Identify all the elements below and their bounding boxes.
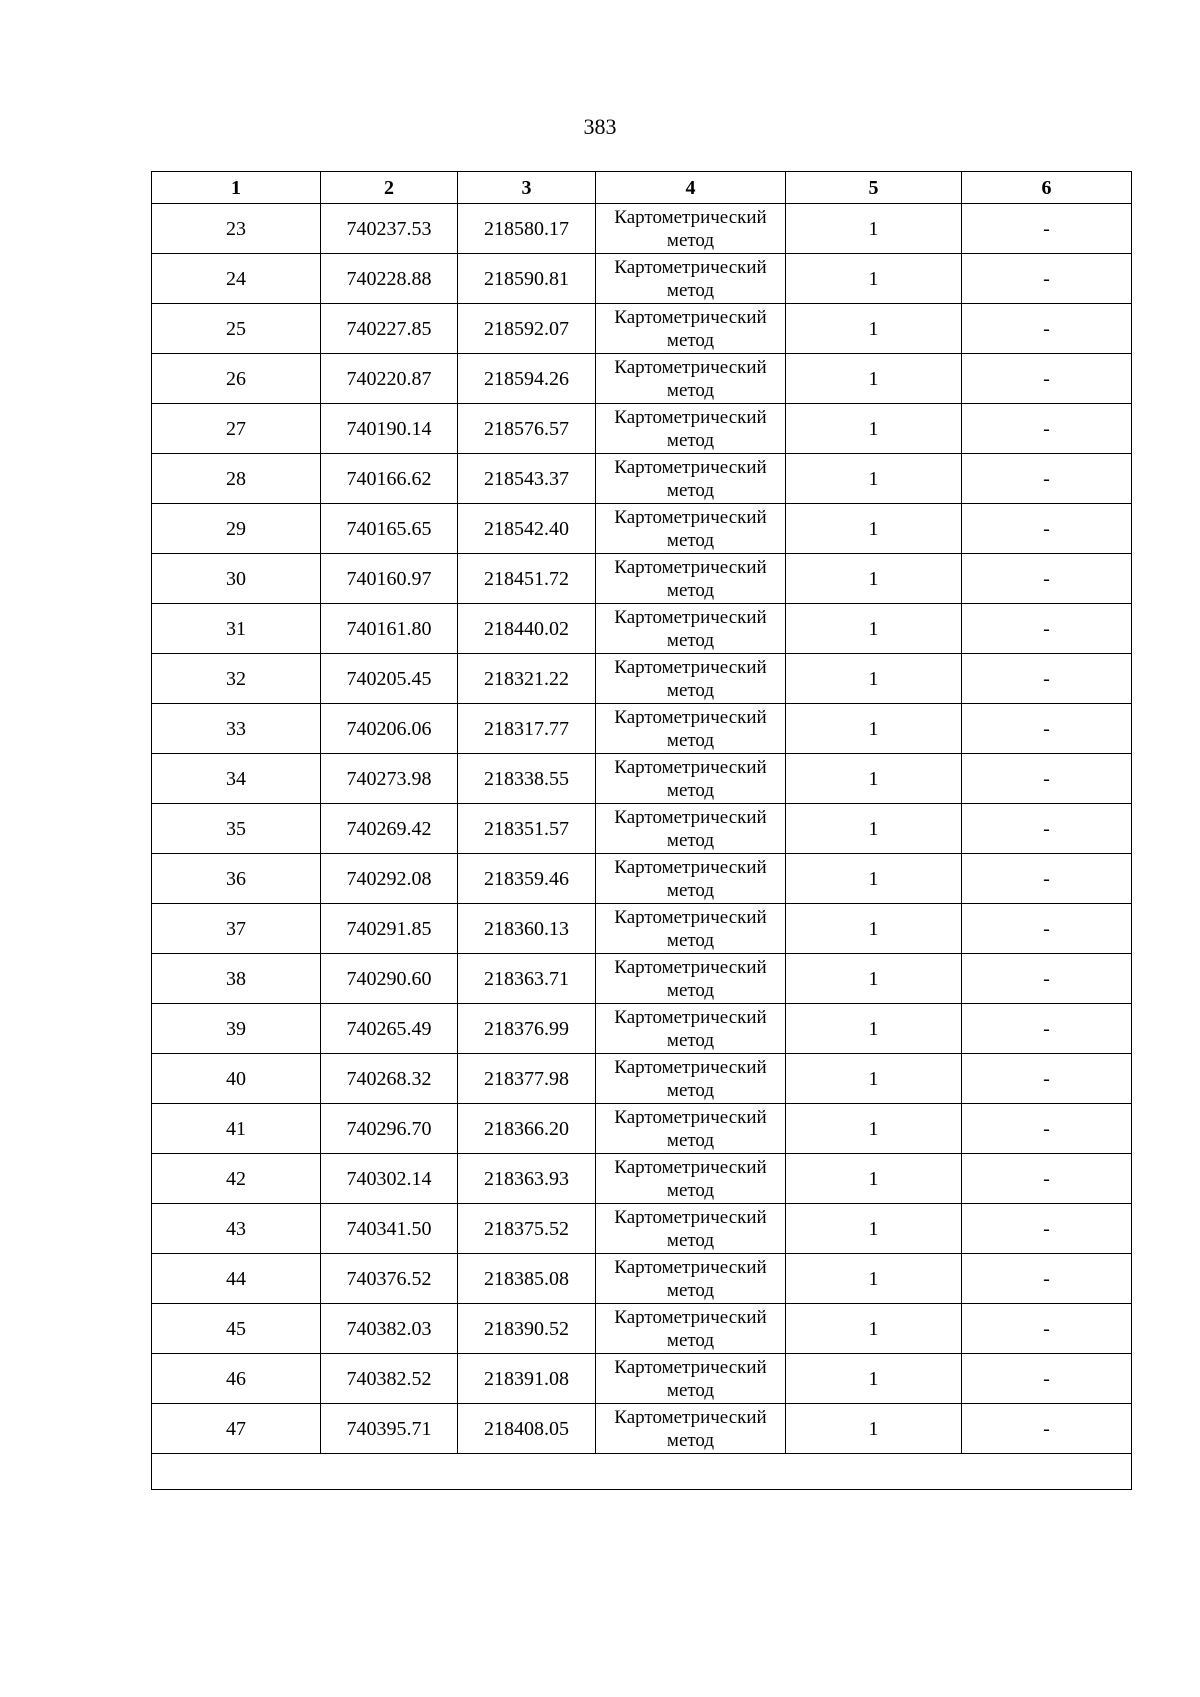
method-line-1: Картометрический <box>614 1156 767 1178</box>
method-line-2: метод <box>666 729 715 751</box>
column-5-cell: 1 <box>786 504 962 554</box>
method-line-2: метод <box>666 1179 715 1201</box>
point-number-cell: 44 <box>152 1254 321 1304</box>
method-line-1: Картометрический <box>614 1406 767 1428</box>
empty-footer-cell <box>152 1454 1132 1490</box>
method-line-2: метод <box>666 1029 715 1051</box>
method-line-2: метод <box>666 529 715 551</box>
column-6-cell: - <box>962 1054 1132 1104</box>
y-coordinate-cell: 218543.37 <box>458 454 596 504</box>
table-row <box>152 604 1132 654</box>
point-number-cell: 36 <box>152 854 321 904</box>
y-coordinate-cell: 218580.17 <box>458 204 596 254</box>
method-line-1: Картометрический <box>614 1056 767 1078</box>
method-cell <box>596 354 786 404</box>
column-5-cell: 1 <box>786 1104 962 1154</box>
table-row <box>152 804 1132 854</box>
point-number-cell: 40 <box>152 1054 321 1104</box>
column-6-cell: - <box>962 854 1132 904</box>
method-cell <box>596 1154 786 1204</box>
table-row <box>152 1154 1132 1204</box>
column-5-cell: 1 <box>786 1054 962 1104</box>
point-number-cell: 24 <box>152 254 321 304</box>
method-cell <box>596 1104 786 1154</box>
x-coordinate-cell: 740220.87 <box>321 354 458 404</box>
column-5-cell: 1 <box>786 704 962 754</box>
x-coordinate-cell: 740376.52 <box>321 1254 458 1304</box>
method-cell <box>596 1004 786 1054</box>
point-number-cell: 26 <box>152 354 321 404</box>
column-5-cell: 1 <box>786 904 962 954</box>
column-6-cell: - <box>962 204 1132 254</box>
column-header-2: 2 <box>321 172 458 204</box>
x-coordinate-cell: 740296.70 <box>321 1104 458 1154</box>
y-coordinate-cell: 218408.05 <box>458 1404 596 1454</box>
method-cell <box>596 854 786 904</box>
method-line-2: метод <box>666 1329 715 1351</box>
method-cell <box>596 454 786 504</box>
point-number-cell: 46 <box>152 1354 321 1404</box>
point-number-cell: 39 <box>152 1004 321 1054</box>
x-coordinate-cell: 740273.98 <box>321 754 458 804</box>
column-6-cell: - <box>962 1004 1132 1054</box>
point-number-cell: 42 <box>152 1154 321 1204</box>
y-coordinate-cell: 218440.02 <box>458 604 596 654</box>
column-5-cell: 1 <box>786 954 962 1004</box>
column-6-cell: - <box>962 904 1132 954</box>
table-row <box>152 1304 1132 1354</box>
x-coordinate-cell: 740228.88 <box>321 254 458 304</box>
method-cell <box>596 1354 786 1404</box>
y-coordinate-cell: 218391.08 <box>458 1354 596 1404</box>
column-5-cell: 1 <box>786 554 962 604</box>
method-cell <box>596 604 786 654</box>
point-number-cell: 28 <box>152 454 321 504</box>
method-line-2: метод <box>666 979 715 1001</box>
column-6-cell: - <box>962 604 1132 654</box>
method-cell <box>596 704 786 754</box>
column-5-cell: 1 <box>786 654 962 704</box>
table-row <box>152 1004 1132 1054</box>
column-5-cell: 1 <box>786 304 962 354</box>
table-row <box>152 704 1132 754</box>
y-coordinate-cell: 218338.55 <box>458 754 596 804</box>
method-cell <box>596 954 786 1004</box>
table-row <box>152 554 1132 604</box>
table-row <box>152 404 1132 454</box>
method-line-2: метод <box>666 679 715 701</box>
y-coordinate-cell: 218390.52 <box>458 1304 596 1354</box>
method-line-2: метод <box>666 1129 715 1151</box>
point-number-cell: 45 <box>152 1304 321 1354</box>
y-coordinate-cell: 218351.57 <box>458 804 596 854</box>
method-cell <box>596 404 786 454</box>
y-coordinate-cell: 218363.93 <box>458 1154 596 1204</box>
method-cell <box>596 904 786 954</box>
table-row <box>152 654 1132 704</box>
column-6-cell: - <box>962 404 1132 454</box>
column-6-cell: - <box>962 654 1132 704</box>
x-coordinate-cell: 740395.71 <box>321 1404 458 1454</box>
method-line-2: метод <box>666 329 715 351</box>
x-coordinate-cell: 740237.53 <box>321 204 458 254</box>
table-row <box>152 354 1132 404</box>
method-line-1: Картометрический <box>614 1106 767 1128</box>
x-coordinate-cell: 740302.14 <box>321 1154 458 1204</box>
column-5-cell: 1 <box>786 454 962 504</box>
column-6-cell: - <box>962 754 1132 804</box>
column-6-cell: - <box>962 954 1132 1004</box>
y-coordinate-cell: 218590.81 <box>458 254 596 304</box>
column-6-cell: - <box>962 1404 1132 1454</box>
method-line-2: метод <box>666 579 715 601</box>
point-number-cell: 29 <box>152 504 321 554</box>
x-coordinate-cell: 740382.52 <box>321 1354 458 1404</box>
method-cell <box>596 254 786 304</box>
x-coordinate-cell: 740292.08 <box>321 854 458 904</box>
point-number-cell: 38 <box>152 954 321 1004</box>
x-coordinate-cell: 740161.80 <box>321 604 458 654</box>
table-header-row <box>152 172 1132 204</box>
table-row <box>152 254 1132 304</box>
x-coordinate-cell: 740265.49 <box>321 1004 458 1054</box>
y-coordinate-cell: 218594.26 <box>458 354 596 404</box>
method-line-1: Картометрический <box>614 706 767 728</box>
method-line-2: метод <box>666 379 715 401</box>
method-line-1: Картометрический <box>614 556 767 578</box>
y-coordinate-cell: 218363.71 <box>458 954 596 1004</box>
method-cell <box>596 204 786 254</box>
method-line-1: Картометрический <box>614 1356 767 1378</box>
column-5-cell: 1 <box>786 604 962 654</box>
x-coordinate-cell: 740165.65 <box>321 504 458 554</box>
y-coordinate-cell: 218359.46 <box>458 854 596 904</box>
method-line-2: метод <box>666 479 715 501</box>
method-line-1: Картометрический <box>614 756 767 778</box>
column-5-cell: 1 <box>786 854 962 904</box>
point-number-cell: 34 <box>152 754 321 804</box>
column-6-cell: - <box>962 304 1132 354</box>
x-coordinate-cell: 740290.60 <box>321 954 458 1004</box>
method-line-1: Картометрический <box>614 206 767 228</box>
method-cell <box>596 1304 786 1354</box>
point-number-cell: 30 <box>152 554 321 604</box>
column-6-cell: - <box>962 1204 1132 1254</box>
x-coordinate-cell: 740206.06 <box>321 704 458 754</box>
point-number-cell: 32 <box>152 654 321 704</box>
table-row <box>152 904 1132 954</box>
method-line-1: Картометрический <box>614 406 767 428</box>
y-coordinate-cell: 218576.57 <box>458 404 596 454</box>
method-line-1: Картометрический <box>614 1256 767 1278</box>
coordinates-table <box>151 171 1132 1490</box>
table-row <box>152 954 1132 1004</box>
y-coordinate-cell: 218366.20 <box>458 1104 596 1154</box>
x-coordinate-cell: 740269.42 <box>321 804 458 854</box>
method-line-1: Картометрический <box>614 1306 767 1328</box>
column-5-cell: 1 <box>786 754 962 804</box>
column-5-cell: 1 <box>786 404 962 454</box>
y-coordinate-cell: 218385.08 <box>458 1254 596 1304</box>
method-cell <box>596 1404 786 1454</box>
method-cell <box>596 1054 786 1104</box>
method-line-2: метод <box>666 229 715 251</box>
point-number-cell: 23 <box>152 204 321 254</box>
table-row <box>152 454 1132 504</box>
column-5-cell: 1 <box>786 1354 962 1404</box>
method-line-2: метод <box>666 1229 715 1251</box>
page-number: 383 <box>583 114 617 139</box>
column-5-cell: 1 <box>786 1204 962 1254</box>
x-coordinate-cell: 740227.85 <box>321 304 458 354</box>
column-6-cell: - <box>962 1154 1132 1204</box>
column-header-6: 6 <box>962 172 1132 204</box>
method-line-1: Картометрический <box>614 1006 767 1028</box>
table-row <box>152 1104 1132 1154</box>
method-line-1: Картометрический <box>614 506 767 528</box>
method-cell <box>596 1254 786 1304</box>
method-line-1: Картометрический <box>614 356 767 378</box>
method-line-2: метод <box>666 1279 715 1301</box>
table-row <box>152 754 1132 804</box>
column-5-cell: 1 <box>786 804 962 854</box>
method-line-2: метод <box>666 1379 715 1401</box>
method-line-1: Картометрический <box>614 956 767 978</box>
method-line-2: метод <box>666 279 715 301</box>
column-header-5: 5 <box>786 172 962 204</box>
column-5-cell: 1 <box>786 1304 962 1354</box>
method-line-1: Картометрический <box>614 906 767 928</box>
method-cell <box>596 554 786 604</box>
table-row <box>152 1354 1132 1404</box>
y-coordinate-cell: 218360.13 <box>458 904 596 954</box>
method-cell <box>596 504 786 554</box>
x-coordinate-cell: 740160.97 <box>321 554 458 604</box>
method-cell <box>596 1204 786 1254</box>
table-row <box>152 854 1132 904</box>
method-line-1: Картометрический <box>614 606 767 628</box>
y-coordinate-cell: 218375.52 <box>458 1204 596 1254</box>
column-6-cell: - <box>962 1304 1132 1354</box>
column-6-cell: - <box>962 354 1132 404</box>
table-row <box>152 1054 1132 1104</box>
column-5-cell: 1 <box>786 1154 962 1204</box>
column-5-cell: 1 <box>786 1004 962 1054</box>
column-6-cell: - <box>962 1354 1132 1404</box>
x-coordinate-cell: 740205.45 <box>321 654 458 704</box>
method-line-2: метод <box>666 829 715 851</box>
column-header-3: 3 <box>458 172 596 204</box>
y-coordinate-cell: 218542.40 <box>458 504 596 554</box>
column-5-cell: 1 <box>786 1254 962 1304</box>
method-line-1: Картометрический <box>614 456 767 478</box>
x-coordinate-cell: 740268.32 <box>321 1054 458 1104</box>
table-row <box>152 1404 1132 1454</box>
point-number-cell: 47 <box>152 1404 321 1454</box>
x-coordinate-cell: 740382.03 <box>321 1304 458 1354</box>
method-line-1: Картометрический <box>614 1206 767 1228</box>
method-line-2: метод <box>666 1079 715 1101</box>
column-6-cell: - <box>962 504 1132 554</box>
method-line-2: метод <box>666 929 715 951</box>
column-6-cell: - <box>962 704 1132 754</box>
method-line-2: метод <box>666 629 715 651</box>
point-number-cell: 27 <box>152 404 321 454</box>
empty-footer-row <box>152 1454 1132 1490</box>
column-header-1: 1 <box>152 172 321 204</box>
method-line-1: Картометрический <box>614 656 767 678</box>
column-5-cell: 1 <box>786 1404 962 1454</box>
method-cell <box>596 804 786 854</box>
x-coordinate-cell: 740190.14 <box>321 404 458 454</box>
point-number-cell: 33 <box>152 704 321 754</box>
point-number-cell: 41 <box>152 1104 321 1154</box>
table-row <box>152 1204 1132 1254</box>
method-line-2: метод <box>666 879 715 901</box>
table-row <box>152 304 1132 354</box>
table-row <box>152 1254 1132 1304</box>
y-coordinate-cell: 218376.99 <box>458 1004 596 1054</box>
y-coordinate-cell: 218592.07 <box>458 304 596 354</box>
column-6-cell: - <box>962 454 1132 504</box>
column-header-4: 4 <box>596 172 786 204</box>
method-line-1: Картометрический <box>614 256 767 278</box>
method-cell <box>596 304 786 354</box>
method-line-2: метод <box>666 429 715 451</box>
x-coordinate-cell: 740291.85 <box>321 904 458 954</box>
column-5-cell: 1 <box>786 354 962 404</box>
method-line-2: метод <box>666 779 715 801</box>
point-number-cell: 37 <box>152 904 321 954</box>
column-6-cell: - <box>962 1254 1132 1304</box>
y-coordinate-cell: 218317.77 <box>458 704 596 754</box>
x-coordinate-cell: 740341.50 <box>321 1204 458 1254</box>
method-line-2: метод <box>666 1429 715 1451</box>
table-row <box>152 504 1132 554</box>
point-number-cell: 43 <box>152 1204 321 1254</box>
method-cell <box>596 654 786 704</box>
table-row <box>152 204 1132 254</box>
point-number-cell: 25 <box>152 304 321 354</box>
y-coordinate-cell: 218451.72 <box>458 554 596 604</box>
column-6-cell: - <box>962 254 1132 304</box>
x-coordinate-cell: 740166.62 <box>321 454 458 504</box>
y-coordinate-cell: 218321.22 <box>458 654 596 704</box>
column-6-cell: - <box>962 1104 1132 1154</box>
table-body <box>152 204 1132 1490</box>
y-coordinate-cell: 218377.98 <box>458 1054 596 1104</box>
column-6-cell: - <box>962 554 1132 604</box>
method-line-1: Картометрический <box>614 806 767 828</box>
method-line-1: Картометрический <box>614 306 767 328</box>
column-5-cell: 1 <box>786 204 962 254</box>
column-6-cell: - <box>962 804 1132 854</box>
point-number-cell: 31 <box>152 604 321 654</box>
method-line-1: Картометрический <box>614 856 767 878</box>
point-number-cell: 35 <box>152 804 321 854</box>
method-cell <box>596 754 786 804</box>
column-5-cell: 1 <box>786 254 962 304</box>
